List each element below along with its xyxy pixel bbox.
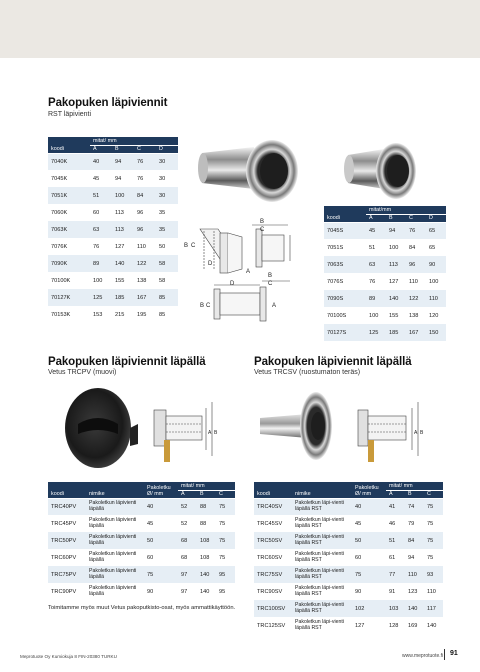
table-row [48,187,178,204]
value-cell: 79 [405,515,424,532]
value-cell: 96 [134,221,156,238]
value-cell: 95 [216,583,235,600]
product-code-cell: 7045K [48,170,90,187]
value-cell: 75 [216,515,235,532]
value-cell: 100 [112,187,134,204]
table-row [254,583,443,600]
product-code-cell: TRC90SV [254,583,292,600]
product-code-cell: 7090K [48,255,90,272]
col-header-code: koodi [48,137,90,153]
trcsv-col-header-c: C [424,490,443,498]
table-row [48,583,235,600]
value-cell: 91 [386,583,405,600]
rst-through-hull-photo-2 [340,135,418,207]
value-cell: 155 [386,307,406,324]
drawing-label-c2: C [260,227,265,233]
col-header-c-right: C [406,214,426,222]
product-name-cell: Pakoletkun läpi-vienti läpällä RST [292,532,352,549]
value-cell: 76 [134,153,156,170]
drawing-label-b: B [184,243,189,249]
table-row [254,566,443,583]
value-cell: 45 [90,170,112,187]
table-row [324,324,446,341]
table-row [254,600,443,617]
product-code-cell: 70127S [324,324,366,341]
value-cell: 52 [178,515,197,532]
rst-technical-drawing [178,213,310,325]
product-code-cell: 7045S [324,222,366,239]
drawing-label-d: D [208,261,213,267]
trcsv-drawing-label-b: B [420,430,424,436]
value-cell: 76 [366,273,386,290]
table-row [48,221,178,238]
section2-title: Pakopuken läpiviennit läpällä [48,356,206,368]
value-cell: 185 [386,324,406,341]
value-cell: 110 [424,583,443,600]
value-cell: 167 [406,324,426,341]
trcpv-drawing-label-a: A [208,430,212,436]
value-cell: 195 [134,306,156,323]
table-row [48,238,178,255]
value-cell: 125 [90,289,112,306]
trcsv-drawing-label-a: A [414,430,418,436]
col-header-b-right: B [386,214,406,222]
value-cell: 102 [352,600,386,617]
trcsv-col-header-dimensions: mitat/ mm [386,482,443,490]
trcpv-technical-drawing [148,394,222,466]
product-code-cell: 7076K [48,238,90,255]
value-cell: 30 [156,153,178,170]
value-cell: 138 [134,272,156,289]
value-cell: 45 [144,515,178,532]
product-code-cell: 70100S [324,307,366,324]
col-header-code-right: koodi [324,206,366,222]
value-cell: 94 [405,549,424,566]
table-row [48,549,235,566]
value-cell: 140 [424,617,443,634]
table-row [48,306,178,323]
value-cell: 60 [144,549,178,566]
value-cell: 75 [216,549,235,566]
rst-table-right [324,206,446,341]
table-row [48,289,178,306]
trcpv-col-header-b: B [197,490,216,498]
product-code-cell: 70100K [48,272,90,289]
trcsv-col-header-code: koodi [254,482,292,498]
value-cell: 95 [216,566,235,583]
product-code-cell: TRC90PV [48,583,86,600]
drawing-label-a2: A [272,303,277,309]
value-cell: 51 [366,239,386,256]
value-cell: 140 [197,566,216,583]
table-row [324,307,446,324]
value-cell: 89 [90,255,112,272]
value-cell: 100 [426,273,446,290]
table-row [48,272,178,289]
value-cell: 75 [216,532,235,549]
value-cell: 110 [426,290,446,307]
product-name-cell: Pakoletkun läpi-vienti läpällä RST [292,600,352,617]
table-row [254,549,443,566]
product-code-cell: 70153K [48,306,90,323]
value-cell: 120 [426,307,446,324]
product-code-cell: 7051S [324,239,366,256]
value-cell: 97 [178,583,197,600]
product-code-cell: TRC45PV [48,515,86,532]
value-cell: 140 [112,255,134,272]
col-header-dimensions: mitat/ mm [90,137,178,145]
value-cell: 155 [112,272,134,289]
product-code-cell: TRC100SV [254,600,292,617]
trcpv-col-header-c: C [216,490,235,498]
value-cell: 153 [90,306,112,323]
page-divider [444,649,445,660]
value-cell: 127 [112,238,134,255]
drawing-label-d2: D [230,281,235,287]
trcpv-drawing-label-b: B [214,430,218,436]
product-name-cell: Pakoletkun läpivienti läpällä [86,549,144,566]
value-cell: 63 [90,221,112,238]
trcsv-col-header-a: A [386,490,405,498]
value-cell: 110 [406,273,426,290]
value-cell: 41 [386,498,405,515]
product-code-cell: 7051K [48,187,90,204]
table-row [48,498,235,515]
value-cell: 45 [352,515,386,532]
value-cell: 150 [426,324,446,341]
value-cell: 97 [178,566,197,583]
value-cell: 100 [386,239,406,256]
value-cell: 68 [178,532,197,549]
value-cell: 40 [144,498,178,515]
trcsv-steel-photo [256,386,344,468]
product-name-cell: Pakoletkun läpi-vienti läpällä RST [292,498,352,515]
value-cell: 90 [144,583,178,600]
value-cell: 58 [156,255,178,272]
value-cell: 76 [90,238,112,255]
drawing-label-a: A [246,269,251,275]
value-cell: 84 [406,239,426,256]
product-name-cell: Pakoletkun läpi-vienti läpällä RST [292,515,352,532]
product-code-cell: 7063S [324,256,366,273]
trcsv-col-header-name: nimike [292,482,352,498]
table-row [254,515,443,532]
trcsv-table [254,482,443,634]
drawing-label-c3: C [268,281,273,287]
product-code-cell: 7040K [48,153,90,170]
table-row [48,532,235,549]
table-row [254,617,443,634]
value-cell: 128 [386,617,405,634]
trcsv-technical-drawing [350,394,430,466]
value-cell: 85 [156,306,178,323]
product-code-cell: TRC50PV [48,532,86,549]
trcpv-plastic-photo [60,384,138,472]
value-cell: 96 [406,256,426,273]
section2-note: Toimitamme myös muut Vetus pakoputkisto-osat, myös ammattikäyttöön. [48,605,236,611]
value-cell: 100 [366,307,386,324]
value-cell: 103 [386,600,405,617]
trcpv-col-header-a: A [178,490,197,498]
product-code-cell: TRC75SV [254,566,292,583]
table-row [324,239,446,256]
value-cell: 35 [156,204,178,221]
value-cell: 40 [90,153,112,170]
product-code-cell: TRC40SV [254,498,292,515]
section2-subtitle: Vetus TRCPV (muovi) [48,369,117,376]
product-code-cell: TRC40PV [48,498,86,515]
value-cell: 122 [406,290,426,307]
product-name-cell: Pakoletkun läpivienti läpällä [86,532,144,549]
value-cell: 30 [156,187,178,204]
col-header-b: B [112,145,134,153]
value-cell: 113 [386,256,406,273]
product-name-cell: Pakoletkun läpivienti läpällä [86,498,144,515]
value-cell: 68 [178,549,197,566]
table-row [48,204,178,221]
value-cell: 84 [405,532,424,549]
table-row [48,515,235,532]
product-code-cell: 7076S [324,273,366,290]
drawing-label-b2: B [260,219,265,225]
value-cell: 89 [366,290,386,307]
value-cell: 94 [112,170,134,187]
value-cell: 65 [426,239,446,256]
value-cell: 75 [144,566,178,583]
table-row [48,255,178,272]
value-cell: 30 [156,170,178,187]
value-cell: 77 [386,566,405,583]
table-row [324,256,446,273]
product-code-cell: 7063K [48,221,90,238]
trcsv-col-header-pipe: Pakoletku Ø/ mm [352,482,386,498]
value-cell: 40 [352,498,386,515]
product-code-cell: TRC125SV [254,617,292,634]
value-cell: 140 [405,600,424,617]
rst-table-left [48,137,178,323]
footer-website: www.meprotuote.fi [402,653,444,659]
value-cell: 96 [134,204,156,221]
value-cell: 76 [406,222,426,239]
product-name-cell: Pakoletkun läpi-vienti läpällä RST [292,549,352,566]
value-cell: 45 [366,222,386,239]
section3-subtitle: Vetus TRCSV (ruostumaton teräs) [254,369,361,376]
product-code-cell: TRC75PV [48,566,86,583]
col-header-a-right: A [366,214,386,222]
drawing-label-c4: C [206,303,211,309]
trcpv-col-header-dimensions: mitat/ mm [178,482,235,490]
value-cell: 50 [156,238,178,255]
rst-through-hull-photo-1 [196,133,302,209]
value-cell: 117 [424,600,443,617]
value-cell: 75 [424,498,443,515]
col-header-c: C [134,145,156,153]
section1-subtitle: RST läpivienti [48,111,92,118]
top-band [0,0,480,58]
value-cell: 215 [112,306,134,323]
section3-title: Pakopuken läpiviennit läpällä [254,356,412,368]
table-row [324,222,446,239]
value-cell: 140 [197,583,216,600]
product-code-cell: TRC45SV [254,515,292,532]
value-cell: 35 [156,221,178,238]
value-cell: 60 [90,204,112,221]
value-cell: 138 [406,307,426,324]
product-code-cell: 7090S [324,290,366,307]
value-cell: 75 [424,532,443,549]
value-cell: 74 [405,498,424,515]
drawing-label-b4: B [200,303,205,309]
value-cell: 90 [426,256,446,273]
value-cell: 84 [134,187,156,204]
value-cell: 75 [352,566,386,583]
trcpv-col-header-name: nimike [86,482,144,498]
drawing-label-c: C [191,243,196,249]
product-code-cell: TRC60SV [254,549,292,566]
value-cell: 140 [386,290,406,307]
product-name-cell: Pakoletkun läpi-vienti läpällä RST [292,566,352,583]
value-cell: 94 [112,153,134,170]
table-row [48,153,178,170]
value-cell: 75 [216,498,235,515]
value-cell: 51 [386,532,405,549]
value-cell: 75 [424,515,443,532]
value-cell: 127 [386,273,406,290]
value-cell: 90 [352,583,386,600]
value-cell: 75 [424,549,443,566]
product-name-cell: Pakoletkun läpi-vienti läpällä RST [292,583,352,600]
value-cell: 127 [352,617,386,634]
value-cell: 51 [90,187,112,204]
trcsv-col-header-b: B [405,490,424,498]
value-cell: 169 [405,617,424,634]
value-cell: 113 [112,204,134,221]
value-cell: 123 [405,583,424,600]
col-header-d: D [156,145,178,153]
value-cell: 125 [366,324,386,341]
value-cell: 61 [386,549,405,566]
table-row [254,532,443,549]
value-cell: 94 [386,222,406,239]
footer-company: Meprotuote Oy Kumiokuja 8 FIN-20380 TURKU [20,654,117,659]
trcpv-table [48,482,235,600]
value-cell: 52 [178,498,197,515]
col-header-dimensions-right: mitat/mm [366,206,446,214]
value-cell: 88 [197,498,216,515]
product-name-cell: Pakoletkun läpi-vienti läpällä RST [292,617,352,634]
value-cell: 185 [112,289,134,306]
value-cell: 85 [156,289,178,306]
section1-title: Pakopuken läpiviennit [48,97,168,109]
value-cell: 108 [197,549,216,566]
trcpv-col-header-pipe: Pakoletku Ø/ mm [144,482,178,498]
value-cell: 110 [134,238,156,255]
product-name-cell: Pakoletkun läpivienti läpällä [86,566,144,583]
product-code-cell: TRC50SV [254,532,292,549]
value-cell: 46 [386,515,405,532]
product-code-cell: TRC60PV [48,549,86,566]
value-cell: 122 [134,255,156,272]
value-cell: 110 [405,566,424,583]
value-cell: 60 [352,549,386,566]
product-code-cell: 70127K [48,289,90,306]
col-header-a: A [90,145,112,153]
product-name-cell: Pakoletkun läpivienti läpällä [86,583,144,600]
trcpv-col-header-code: koodi [48,482,86,498]
value-cell: 58 [156,272,178,289]
drawing-label-b3: B [268,273,273,279]
value-cell: 93 [424,566,443,583]
value-cell: 65 [426,222,446,239]
value-cell: 63 [366,256,386,273]
page-number: 91 [450,650,458,657]
value-cell: 167 [134,289,156,306]
value-cell: 100 [90,272,112,289]
product-name-cell: Pakoletkun läpivienti läpällä [86,515,144,532]
table-row [324,290,446,307]
product-code-cell: 7060K [48,204,90,221]
value-cell: 50 [144,532,178,549]
table-row [48,566,235,583]
value-cell: 113 [112,221,134,238]
table-row [48,170,178,187]
value-cell: 88 [197,515,216,532]
col-header-d-right: D [426,214,446,222]
table-row [324,273,446,290]
value-cell: 76 [134,170,156,187]
value-cell: 50 [352,532,386,549]
table-row [254,498,443,515]
value-cell: 108 [197,532,216,549]
